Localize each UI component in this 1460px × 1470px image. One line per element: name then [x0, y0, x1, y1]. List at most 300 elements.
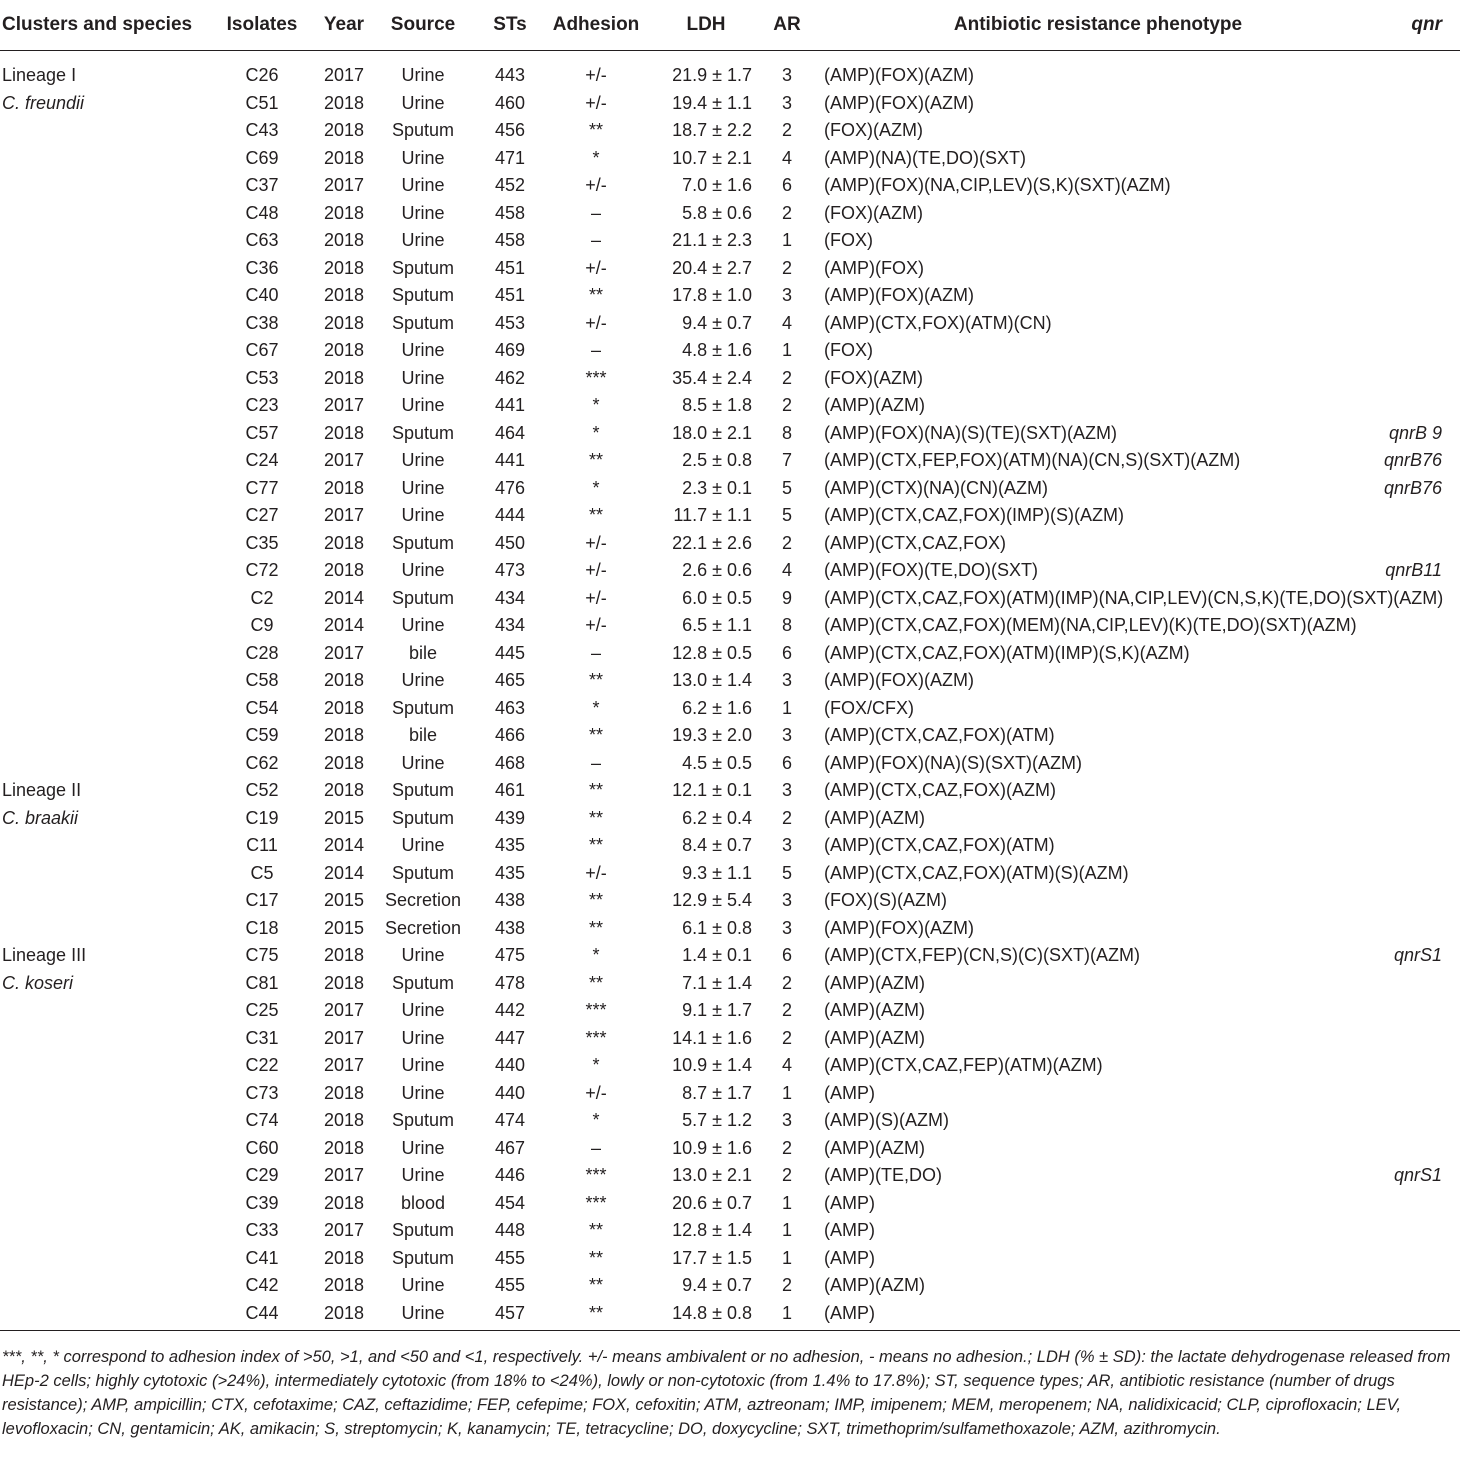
- ldh-cell: 9.1 ± 1.7: [682, 1000, 752, 1020]
- source-cell: Sputum: [391, 257, 455, 278]
- year-cell: 2018: [323, 285, 365, 305]
- isolate-cell: C36: [245, 257, 279, 278]
- adhesion-cell: **: [588, 780, 604, 800]
- ar-cell: 2: [781, 1275, 793, 1295]
- qnr-cell: qnrB76: [1383, 477, 1442, 498]
- phenotype-cell: (FOX)(AZM): [824, 202, 923, 223]
- phenotype-cell: (AMP)(CTX,CAZ,FEP)(ATM)(AZM): [824, 1055, 1103, 1075]
- table-row: [0, 310, 1460, 338]
- qnr-cell: qnrB 9: [1388, 422, 1442, 443]
- ldh-cell: 18.0 ± 2.1: [672, 422, 752, 443]
- year-cell: 2018: [323, 725, 365, 745]
- cluster-cell: Lineage III: [2, 945, 87, 965]
- phenotype-cell: (AMP)(S)(AZM): [824, 1110, 949, 1130]
- isolate-cell: C67: [245, 340, 279, 360]
- adhesion-cell: **: [588, 835, 604, 855]
- source-cell: Urine: [401, 477, 445, 498]
- table-row: [0, 1217, 1460, 1245]
- ldh-cell: 10.7 ± 2.1: [672, 147, 752, 168]
- st-cell: 457: [494, 1302, 526, 1323]
- adhesion-cell: *: [592, 697, 600, 718]
- table-row: [0, 227, 1460, 255]
- phenotype-cell: (AMP)(AZM): [824, 807, 925, 828]
- phenotype-cell: (FOX)(S)(AZM): [824, 890, 947, 910]
- phenotype-cell: (AMP)(FOX): [824, 257, 924, 278]
- ar-cell: 1: [781, 1082, 793, 1103]
- phenotype-cell: (AMP): [824, 1302, 875, 1323]
- isolate-cell: C39: [245, 1192, 279, 1213]
- source-cell: Urine: [401, 752, 445, 773]
- adhesion-cell: ***: [585, 1000, 607, 1020]
- phenotype-cell: (AMP): [824, 1082, 875, 1103]
- st-cell: 441: [494, 395, 526, 415]
- table-row: [0, 1245, 1460, 1273]
- table-row: [0, 1025, 1460, 1053]
- year-cell: 2014: [323, 615, 365, 635]
- year-cell: 2018: [323, 257, 365, 278]
- year-cell: 2018: [323, 1275, 365, 1295]
- table-row: [0, 117, 1460, 145]
- source-cell: Urine: [401, 1000, 445, 1020]
- table-row: [0, 1135, 1460, 1163]
- ldh-cell: 17.8 ± 1.0: [672, 285, 752, 305]
- isolate-cell: C77: [245, 477, 279, 498]
- isolate-cell: C37: [245, 175, 279, 195]
- table-row: [0, 255, 1460, 283]
- st-cell: 458: [494, 230, 526, 250]
- adhesion-cell: *: [592, 147, 600, 168]
- adhesion-cell: **: [588, 285, 604, 305]
- adhesion-cell: **: [588, 505, 604, 525]
- adhesion-cell: +/-: [585, 1082, 607, 1103]
- table-row: [0, 585, 1460, 613]
- ar-cell: 2: [781, 532, 793, 553]
- source-cell: Urine: [401, 1275, 445, 1295]
- ar-cell: 3: [781, 92, 793, 113]
- phenotype-cell: (AMP)(CTX,FEP,FOX)(ATM)(NA)(CN,S)(SXT)(AZM): [824, 450, 1241, 470]
- ar-cell: 2: [781, 972, 793, 993]
- st-cell: 455: [494, 1275, 526, 1295]
- cluster-cell: Lineage I: [2, 65, 77, 85]
- ar-cell: 2: [781, 1165, 793, 1185]
- year-cell: 2018: [323, 230, 365, 250]
- year-cell: 2018: [323, 202, 365, 223]
- adhesion-cell: +/-: [585, 92, 607, 113]
- phenotype-cell: (AMP)(AZM): [824, 972, 925, 993]
- isolate-cell: C5: [250, 862, 274, 883]
- ldh-cell: 2.3 ± 0.1: [682, 477, 752, 498]
- phenotype-cell: (AMP)(CTX,FOX)(ATM)(CN): [824, 312, 1052, 333]
- st-cell: 446: [494, 1165, 526, 1185]
- ar-cell: 3: [781, 1110, 793, 1130]
- year-cell: 2017: [323, 1165, 365, 1185]
- isolate-cell: C43: [245, 120, 279, 140]
- phenotype-cell: (AMP)(AZM): [824, 1137, 925, 1158]
- source-cell: Secretion: [384, 890, 462, 910]
- adhesion-cell: +/-: [585, 312, 607, 333]
- year-cell: 2017: [323, 395, 365, 415]
- st-cell: 439: [494, 807, 526, 828]
- phenotype-cell: (AMP)(CTX,CAZ,FOX)(ATM): [824, 835, 1055, 855]
- adhesion-cell: +/-: [585, 175, 607, 195]
- isolate-cell: C53: [245, 367, 279, 388]
- ar-cell: 1: [781, 1220, 793, 1240]
- isolate-cell: C75: [245, 945, 279, 965]
- adhesion-cell: **: [588, 807, 604, 828]
- ldh-cell: 13.0 ± 2.1: [672, 1165, 752, 1185]
- year-cell: 2015: [323, 917, 365, 938]
- st-cell: 435: [494, 835, 526, 855]
- source-cell: Sputum: [391, 312, 455, 333]
- st-cell: 445: [494, 642, 526, 663]
- st-cell: 456: [494, 120, 526, 140]
- source-cell: Sputum: [391, 780, 455, 800]
- st-cell: 464: [494, 422, 526, 443]
- st-cell: 476: [494, 477, 526, 498]
- ldh-cell: 6.0 ± 0.5: [682, 587, 752, 608]
- phenotype-cell: (AMP)(CTX,CAZ,FOX)(ATM)(IMP)(NA,CIP,LEV)(CN,S,K)(TE,DO)(SXT)(AZM): [824, 587, 1444, 608]
- ar-cell: 6: [781, 175, 793, 195]
- ldh-cell: 12.1 ± 0.1: [672, 780, 752, 800]
- st-cell: 452: [494, 175, 526, 195]
- ar-cell: 2: [781, 1000, 793, 1020]
- header-ldh: LDH: [686, 14, 726, 35]
- isolate-cell: C23: [245, 395, 279, 415]
- table-bottom-rule: [0, 1330, 1460, 1331]
- st-cell: 440: [494, 1055, 526, 1075]
- isolate-cell: C63: [245, 230, 279, 250]
- source-cell: Urine: [401, 340, 445, 360]
- source-cell: Urine: [401, 92, 445, 113]
- source-cell: Sputum: [391, 972, 455, 993]
- isolate-cell: C22: [245, 1055, 279, 1075]
- adhesion-cell: **: [588, 120, 604, 140]
- source-cell: Sputum: [391, 807, 455, 828]
- adhesion-cell: –: [590, 230, 602, 250]
- st-cell: 474: [494, 1110, 526, 1130]
- ldh-cell: 9.4 ± 0.7: [682, 1275, 752, 1295]
- adhesion-cell: ***: [585, 367, 607, 388]
- year-cell: 2018: [323, 312, 365, 333]
- ldh-cell: 6.2 ± 0.4: [682, 807, 752, 828]
- ar-cell: 2: [781, 1027, 793, 1048]
- ar-cell: 1: [781, 1247, 793, 1268]
- adhesion-cell: **: [588, 725, 604, 745]
- source-cell: Urine: [401, 65, 445, 85]
- year-cell: 2018: [323, 972, 365, 993]
- cluster-cell: C. koseri: [2, 972, 74, 993]
- adhesion-cell: –: [590, 752, 602, 773]
- ar-cell: 3: [781, 65, 793, 85]
- st-cell: 478: [494, 972, 526, 993]
- phenotype-cell: (AMP)(FOX)(AZM): [824, 92, 974, 113]
- ldh-cell: 4.8 ± 1.6: [682, 340, 752, 360]
- cluster-cell: Lineage II: [2, 780, 82, 800]
- year-cell: 2018: [323, 1110, 365, 1130]
- phenotype-cell: (AMP)(FOX)(NA,CIP,LEV)(S,K)(SXT)(AZM): [824, 175, 1171, 195]
- year-cell: 2017: [323, 1220, 365, 1240]
- ldh-cell: 22.1 ± 2.6: [672, 532, 752, 553]
- isolate-cell: C19: [245, 807, 279, 828]
- year-cell: 2015: [323, 890, 365, 910]
- ar-cell: 2: [781, 120, 793, 140]
- adhesion-cell: ***: [585, 1027, 607, 1048]
- table-row: [0, 777, 1460, 805]
- ar-cell: 3: [781, 780, 793, 800]
- adhesion-cell: *: [592, 422, 600, 443]
- st-cell: 441: [494, 450, 526, 470]
- ar-cell: 6: [781, 752, 793, 773]
- isolate-cell: C11: [246, 835, 278, 855]
- year-cell: 2018: [323, 92, 365, 113]
- ar-cell: 7: [781, 450, 793, 470]
- isolate-cell: C18: [245, 917, 279, 938]
- ar-cell: 4: [781, 147, 793, 168]
- isolate-cell: C62: [245, 752, 279, 773]
- year-cell: 2017: [323, 505, 365, 525]
- isolate-cell: C33: [245, 1220, 279, 1240]
- isolate-cell: C9: [250, 615, 274, 635]
- phenotype-cell: (AMP)(AZM): [824, 1027, 925, 1048]
- ldh-cell: 8.7 ± 1.7: [682, 1082, 752, 1103]
- table-row: [0, 887, 1460, 915]
- year-cell: 2017: [323, 450, 365, 470]
- year-cell: 2014: [323, 587, 365, 608]
- ldh-cell: 20.6 ± 0.7: [672, 1192, 752, 1213]
- st-cell: 453: [494, 312, 526, 333]
- header-qnr: qnr: [1411, 14, 1442, 35]
- phenotype-cell: (FOX)(AZM): [824, 120, 923, 140]
- phenotype-cell: (AMP)(FOX)(AZM): [824, 285, 974, 305]
- phenotype-cell: (AMP)(CTX)(NA)(CN)(AZM): [824, 477, 1048, 498]
- phenotype-cell: (AMP)(CTX,CAZ,FOX)(IMP)(S)(AZM): [824, 505, 1124, 525]
- table-row: [0, 1162, 1460, 1190]
- isolate-cell: C27: [245, 505, 279, 525]
- source-cell: Urine: [401, 615, 445, 635]
- source-cell: Urine: [401, 670, 445, 690]
- st-cell: 448: [494, 1220, 526, 1240]
- table-row: [0, 530, 1460, 558]
- phenotype-cell: (AMP)(FOX)(TE,DO)(SXT): [824, 560, 1038, 580]
- phenotype-cell: (AMP)(FOX)(AZM): [824, 917, 974, 938]
- table-row: [0, 1272, 1460, 1300]
- table-row: [0, 915, 1460, 943]
- year-cell: 2018: [323, 560, 365, 580]
- phenotype-cell: (AMP)(CTX,CAZ,FOX)(MEM)(NA,CIP,LEV)(K)(TE,DO)(SXT)(AZM): [824, 615, 1357, 635]
- adhesion-cell: +/-: [585, 615, 607, 635]
- year-cell: 2018: [323, 120, 365, 140]
- table-row: [0, 695, 1460, 723]
- table-row: [0, 1052, 1460, 1080]
- header-sts: STs: [493, 14, 527, 35]
- ldh-cell: 10.9 ± 1.6: [672, 1137, 752, 1158]
- st-cell: 466: [494, 725, 526, 745]
- source-cell: Sputum: [391, 862, 455, 883]
- ldh-cell: 9.3 ± 1.1: [682, 862, 752, 883]
- ldh-cell: 6.1 ± 0.8: [682, 917, 752, 938]
- isolate-cell: C51: [245, 92, 279, 113]
- isolate-cell: C25: [245, 1000, 279, 1020]
- adhesion-cell: ***: [585, 1165, 607, 1185]
- source-cell: Urine: [401, 1082, 445, 1103]
- ldh-cell: 21.1 ± 2.3: [672, 230, 752, 250]
- table-row: [0, 640, 1460, 668]
- isolate-cell: C69: [245, 147, 279, 168]
- source-cell: Urine: [401, 1055, 445, 1075]
- source-cell: Urine: [401, 1027, 445, 1048]
- year-cell: 2018: [323, 1302, 365, 1323]
- adhesion-cell: +/-: [585, 65, 607, 85]
- adhesion-cell: **: [588, 972, 604, 993]
- ldh-cell: 8.4 ± 0.7: [682, 835, 752, 855]
- year-cell: 2014: [323, 862, 365, 883]
- ldh-cell: 7.0 ± 1.6: [682, 175, 752, 195]
- ar-cell: 2: [781, 367, 793, 388]
- ar-cell: 9: [781, 587, 793, 608]
- ar-cell: 4: [781, 312, 793, 333]
- phenotype-cell: (AMP): [824, 1247, 875, 1268]
- table-row: [0, 90, 1460, 118]
- source-cell: Urine: [401, 1137, 445, 1158]
- year-cell: 2018: [323, 367, 365, 388]
- header-year: Year: [323, 14, 365, 35]
- source-cell: bile: [408, 725, 438, 745]
- year-cell: 2018: [323, 147, 365, 168]
- source-cell: Urine: [401, 835, 445, 855]
- ldh-cell: 11.7 ± 1.1: [673, 505, 752, 525]
- ldh-cell: 20.4 ± 2.7: [672, 257, 752, 278]
- table-row: [0, 557, 1460, 585]
- source-cell: Secretion: [384, 917, 462, 938]
- year-cell: 2018: [323, 1247, 365, 1268]
- ar-cell: 1: [781, 697, 793, 718]
- adhesion-cell: –: [590, 340, 602, 360]
- ar-cell: 3: [781, 890, 793, 910]
- source-cell: Urine: [401, 560, 445, 580]
- adhesion-cell: –: [590, 642, 602, 663]
- table-row: [0, 667, 1460, 695]
- source-cell: Urine: [401, 175, 445, 195]
- year-cell: 2018: [323, 422, 365, 443]
- year-cell: 2018: [323, 670, 365, 690]
- ar-cell: 6: [781, 642, 793, 663]
- table-row: [0, 365, 1460, 393]
- source-cell: Urine: [401, 505, 445, 525]
- ldh-cell: 13.0 ± 1.4: [672, 670, 752, 690]
- isolate-cell: C81: [245, 972, 279, 993]
- phenotype-cell: (AMP)(FOX)(NA)(S)(TE)(SXT)(AZM): [824, 422, 1117, 443]
- table-header: [0, 0, 1460, 51]
- year-cell: 2017: [323, 1000, 365, 1020]
- st-cell: 462: [494, 367, 526, 388]
- ldh-cell: 4.5 ± 0.5: [682, 752, 752, 773]
- phenotype-cell: (AMP)(FOX)(NA)(S)(SXT)(AZM): [824, 752, 1082, 773]
- adhesion-cell: **: [588, 1247, 604, 1268]
- ldh-cell: 21.9 ± 1.7: [672, 65, 752, 85]
- source-cell: Urine: [401, 1165, 445, 1185]
- source-cell: Urine: [401, 450, 445, 470]
- ar-cell: 4: [781, 1055, 793, 1075]
- isolate-cell: C59: [245, 725, 279, 745]
- ldh-cell: 17.7 ± 1.5: [672, 1247, 752, 1268]
- phenotype-cell: (AMP)(AZM): [824, 395, 925, 415]
- ar-cell: 1: [781, 340, 793, 360]
- phenotype-cell: (AMP)(CTX,CAZ,FOX)(ATM): [824, 725, 1055, 745]
- isolate-cell: C26: [245, 65, 279, 85]
- adhesion-cell: *: [592, 477, 600, 498]
- phenotype-cell: (AMP)(AZM): [824, 1000, 925, 1020]
- phenotype-cell: (AMP)(CTX,CAZ,FOX): [824, 532, 1006, 553]
- cluster-cell: C. braakii: [2, 807, 79, 828]
- isolate-cell: C60: [245, 1137, 279, 1158]
- table-row: [0, 942, 1460, 970]
- phenotype-cell: (AMP)(FOX)(AZM): [824, 65, 974, 85]
- ar-cell: 1: [781, 1302, 793, 1323]
- st-cell: 473: [494, 560, 526, 580]
- qnr-cell: qnrB76: [1383, 450, 1442, 470]
- year-cell: 2017: [323, 1027, 365, 1048]
- st-cell: 442: [494, 1000, 526, 1020]
- phenotype-cell: (FOX)(AZM): [824, 367, 923, 388]
- isolate-cell: C48: [245, 202, 279, 223]
- adhesion-cell: +/-: [585, 862, 607, 883]
- ldh-cell: 14.1 ± 1.6: [672, 1027, 752, 1048]
- adhesion-cell: **: [588, 917, 604, 938]
- st-cell: 451: [494, 285, 526, 305]
- adhesion-cell: **: [588, 450, 604, 470]
- ldh-cell: 12.9 ± 5.4: [672, 890, 752, 910]
- table-row: [0, 502, 1460, 530]
- source-cell: Urine: [401, 395, 445, 415]
- ar-cell: 8: [781, 615, 793, 635]
- year-cell: 2018: [323, 945, 365, 965]
- adhesion-cell: *: [592, 945, 600, 965]
- isolate-cell: C28: [245, 642, 279, 663]
- st-cell: 451: [494, 257, 526, 278]
- table-row: [0, 172, 1460, 200]
- ldh-cell: 9.4 ± 0.7: [682, 312, 752, 333]
- year-cell: 2018: [323, 532, 365, 553]
- year-cell: 2018: [323, 697, 365, 718]
- table-row: [0, 970, 1460, 998]
- table-row: [0, 475, 1460, 503]
- source-cell: blood: [400, 1192, 446, 1213]
- ar-cell: 8: [781, 422, 793, 443]
- isolate-cell: C73: [245, 1082, 279, 1103]
- st-cell: 438: [494, 890, 526, 910]
- ar-cell: 5: [781, 477, 793, 498]
- st-cell: 450: [494, 532, 526, 553]
- source-cell: Urine: [401, 1302, 445, 1323]
- year-cell: 2018: [323, 752, 365, 773]
- ldh-cell: 2.6 ± 0.6: [682, 560, 752, 580]
- source-cell: Sputum: [391, 285, 455, 305]
- source-cell: Urine: [401, 945, 445, 965]
- ldh-cell: 18.7 ± 2.2: [672, 120, 752, 140]
- ar-cell: 3: [781, 725, 793, 745]
- isolate-cell: C35: [245, 532, 279, 553]
- source-cell: Sputum: [391, 1247, 455, 1268]
- isolate-cell: C42: [245, 1275, 279, 1295]
- adhesion-cell: *: [592, 1110, 600, 1130]
- st-cell: 454: [494, 1192, 526, 1213]
- ldh-cell: 12.8 ± 1.4: [672, 1220, 752, 1240]
- table-row: [0, 1080, 1460, 1108]
- adhesion-cell: **: [588, 1302, 604, 1323]
- isolate-cell: C24: [245, 450, 279, 470]
- phenotype-cell: (FOX): [824, 230, 873, 250]
- adhesion-cell: +/-: [585, 257, 607, 278]
